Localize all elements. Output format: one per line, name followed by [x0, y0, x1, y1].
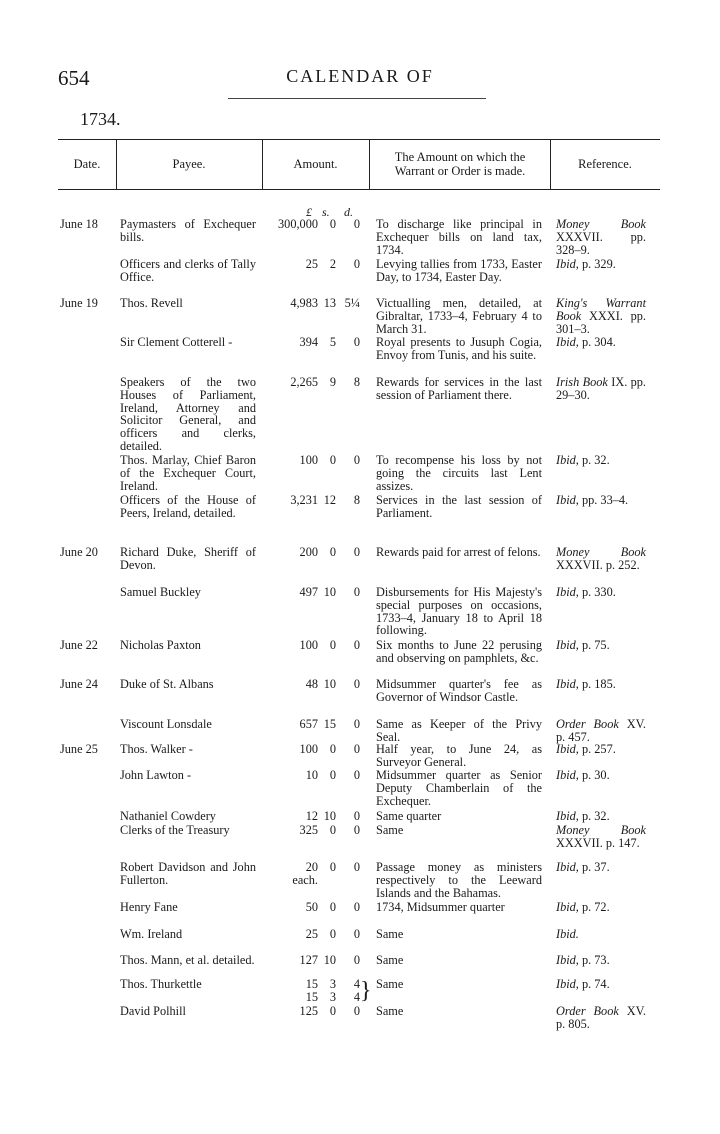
row-pounds: 10: [305, 768, 318, 782]
row-purpose: Midsummer quarter's fee as Governor of Windsor Castle.: [376, 677, 542, 704]
row-pence: 0: [353, 585, 360, 599]
row-pounds: 3,231: [290, 493, 318, 507]
row-pence: 0: [353, 677, 360, 691]
row-pence: 4: [353, 977, 360, 991]
row-pence: 0: [353, 953, 360, 967]
row-pounds: 127: [299, 953, 318, 967]
row-shillings: 0: [329, 927, 336, 941]
row-pence: 0: [353, 545, 360, 559]
reference-book: Ibid,: [556, 860, 579, 874]
reference-pages: IX. pp. 29–30.: [556, 375, 646, 402]
row-reference: [556, 978, 646, 991]
row-pounds: 394: [299, 335, 318, 349]
row-reference: [556, 376, 646, 402]
reference-pages: p. 72.: [581, 900, 610, 914]
row-reference: [556, 824, 646, 850]
row-shillings: 0: [329, 823, 336, 837]
row-reference: [556, 297, 646, 335]
reference-book: Ibid,: [556, 977, 579, 991]
row-pence: 0: [353, 809, 360, 823]
reference-pages: XXXI. pp. 301–3.: [556, 308, 646, 336]
reference-book: Money Book: [556, 545, 646, 559]
row-pence: 4: [353, 990, 360, 1004]
reference-pages: p. 257.: [581, 742, 616, 756]
row-payee: Nathaniel Cowdery: [120, 809, 216, 823]
reference-book: Ibid,: [556, 453, 579, 467]
row-shillings: 0: [329, 768, 336, 782]
row-payee: Henry Fane: [120, 900, 178, 914]
row-shillings: 15: [323, 717, 336, 731]
row-pounds: 20: [305, 860, 318, 874]
row-shillings: 10: [323, 809, 336, 823]
reference-book: Ibid,: [556, 677, 579, 691]
row-payee: Thos. Mann, et al. detailed.: [120, 953, 255, 967]
row-date: June 18: [60, 217, 98, 231]
row-pounds: 2,265: [290, 375, 318, 389]
unit-pounds: £: [306, 205, 312, 219]
reference-pages: p. 37.: [581, 860, 610, 874]
row-pounds: 15: [305, 977, 318, 991]
row-payee: Paymasters of Exchequer bills.: [120, 217, 256, 244]
row-shillings: 13: [323, 296, 336, 310]
reference-pages: p. 32.: [581, 453, 610, 467]
row-payee: John Lawton -: [120, 768, 192, 782]
row-purpose: Same: [376, 977, 404, 991]
reference-book: Ibid,: [556, 768, 579, 782]
row-reference: [556, 769, 646, 782]
reference-pages: p. 32.: [581, 809, 610, 823]
reference-pages: p. 30.: [581, 768, 610, 782]
row-pounds: 497: [299, 585, 318, 599]
row-pence: 8: [353, 375, 360, 389]
row-payee: Officers of the House of Peers, Ireland, detailed.: [120, 493, 256, 520]
row-reference: [556, 861, 646, 874]
row-pence: 0: [353, 860, 360, 874]
row-purpose: Passage money as ministers respectively to the Leeward Islands and the Bahamas.: [376, 860, 542, 900]
row-purpose: Same as Keeper of the Privy Seal.: [376, 717, 542, 744]
row-payee: Samuel Buckley: [120, 585, 201, 599]
reference-book: Ibid,: [556, 742, 579, 756]
row-shillings: 5: [329, 335, 336, 349]
row-pounds: 325: [299, 823, 318, 837]
row-shillings: 12: [323, 493, 336, 507]
row-pence: 0: [353, 742, 360, 756]
row-pence: 5¼: [344, 296, 360, 310]
row-date: June 22: [60, 638, 98, 652]
head-rule: [228, 98, 486, 99]
reference-pages: p. 74.: [581, 977, 610, 991]
reference-pages: p. 185.: [581, 677, 616, 691]
row-pence: 0: [353, 638, 360, 652]
row-shillings: 0: [329, 742, 336, 756]
row-date: June 24: [60, 677, 98, 691]
row-shillings: 0: [329, 1004, 336, 1018]
column-header-amount: Amount.: [293, 157, 338, 171]
row-pence: 0: [353, 823, 360, 837]
row-purpose: Victualling men, detailed, at Gibraltar, 1733–4, February 4 to March 31.: [376, 296, 542, 336]
row-payee: Thos. Revell: [120, 296, 183, 310]
unit-pence: d.: [344, 205, 353, 219]
row-reference: [556, 494, 646, 507]
row-shillings: 2: [329, 257, 336, 271]
row-pounds: 4,983: [290, 296, 318, 310]
row-reference: [556, 810, 646, 823]
row-purpose: Levying tallies from 1733, Easter Day, to 1734, Easter Day.: [376, 257, 542, 284]
row-pence: 0: [353, 768, 360, 782]
reference-pages: XXXVII. p. 147.: [556, 835, 640, 850]
row-reference: [556, 336, 646, 349]
row-shillings: 0: [329, 860, 336, 874]
reference-book: Ibid,: [556, 638, 579, 652]
row-payee: Duke of St. Albans: [120, 677, 214, 691]
reference-pages: XXXVII. pp. 328–9.: [556, 229, 646, 257]
reference-book: Ibid,: [556, 900, 579, 914]
row-payee: Wm. Ireland: [120, 927, 183, 941]
row-pounds: 100: [299, 453, 318, 467]
row-pence: 0: [353, 717, 360, 731]
row-pence: 8: [353, 493, 360, 507]
row-pence: 0: [353, 335, 360, 349]
row-pounds: 200: [299, 545, 318, 559]
reference-pages: p. 75.: [581, 638, 610, 652]
row-pounds: 25: [305, 927, 318, 941]
row-shillings: 9: [329, 375, 336, 389]
row-pounds: 300,000: [278, 217, 318, 231]
reference-pages: p. 330.: [581, 585, 616, 599]
reference-book: Ibid,: [556, 809, 579, 823]
row-reference: [556, 1005, 646, 1031]
reference-pages: XV. p. 805.: [556, 1004, 646, 1031]
row-shillings: 0: [329, 453, 336, 467]
row-each: each.: [292, 873, 318, 887]
row-pence: 0: [353, 453, 360, 467]
year-heading: 1734.: [80, 109, 121, 129]
row-payee: Sir Clement Cotterell -: [120, 335, 233, 349]
row-pence: 0: [353, 1004, 360, 1018]
column-divider: [369, 139, 370, 189]
row-pounds: 125: [299, 1004, 318, 1018]
row-purpose: Half year, to June 24, as Surveyor General.: [376, 742, 542, 769]
row-reference: [556, 718, 646, 744]
row-payee: Thos. Thurkettle: [120, 977, 202, 991]
row-shillings: 3: [329, 990, 336, 1004]
row-pounds: 15: [305, 990, 318, 1004]
row-pounds: 50: [305, 900, 318, 914]
reference-pages: pp. 33–4.: [581, 493, 629, 507]
row-purpose: Rewards for services in the last session of Parliament there.: [376, 375, 542, 402]
row-shillings: 0: [329, 900, 336, 914]
column-header-payee: Payee.: [172, 157, 206, 171]
row-reference: [556, 258, 646, 271]
row-reference: [556, 743, 646, 756]
reference-book: Money Book: [556, 217, 646, 231]
reference-book: Ibid,: [556, 257, 579, 271]
row-shillings: 3: [329, 977, 336, 991]
row-purpose: Disbursements for His Majesty's special purposes on occasions, 1733–4, January 18 to April 18 following.: [376, 585, 542, 638]
row-reference: [556, 678, 646, 691]
row-purpose: Same: [376, 1004, 404, 1018]
row-pounds: 48: [305, 677, 318, 691]
row-pounds: 12: [305, 809, 318, 823]
row-payee: Thos. Marlay, Chief Baron of the Exchequer Court, Ireland.: [120, 453, 256, 493]
row-purpose: To recompense his loss by not going the circuits last Lent assizes.: [376, 453, 542, 493]
row-purpose: Same: [376, 823, 404, 837]
reference-book: Ibid.: [556, 927, 579, 941]
reference-book: Money Book: [556, 823, 646, 837]
row-purpose: Same: [376, 927, 404, 941]
row-reference: [556, 586, 646, 599]
reference-pages: p. 304.: [581, 335, 616, 349]
row-purpose: Six months to June 22 perusing and observing on pamphlets, &c.: [376, 638, 542, 665]
row-date: June 19: [60, 296, 98, 310]
row-date: June 20: [60, 545, 98, 559]
reference-book: Irish Book: [556, 375, 608, 389]
row-purpose: Services in the last session of Parliament.: [376, 493, 542, 520]
row-shillings: 0: [329, 638, 336, 652]
row-shillings: 0: [329, 545, 336, 559]
reference-book: Order Book: [556, 717, 619, 731]
row-purpose: To discharge like principal in Exchequer bills on land tax, 1734.: [376, 217, 542, 257]
row-purpose: Midsummer quarter as Senior Deputy Chamberlain of the Exchequer.: [376, 768, 542, 808]
row-pounds: 657: [299, 717, 318, 731]
row-pence: 0: [353, 217, 360, 231]
column-header-date: Date.: [73, 157, 101, 171]
row-reference: [556, 218, 646, 256]
row-date: June 25: [60, 742, 98, 756]
row-pounds: 100: [299, 638, 318, 652]
row-purpose: Same: [376, 953, 404, 967]
reference-pages: XV. p. 457.: [556, 717, 646, 744]
row-shillings: 10: [323, 953, 336, 967]
table-header-rule: [58, 189, 660, 190]
running-head: CALENDAR OF: [286, 66, 434, 86]
reference-pages: p. 73.: [581, 953, 610, 967]
row-reference: [556, 546, 646, 572]
row-pence: 0: [353, 257, 360, 271]
row-payee: Thos. Walker -: [120, 742, 193, 756]
row-shillings: 10: [323, 677, 336, 691]
row-reference: [556, 639, 646, 652]
reference-book: Ibid,: [556, 335, 579, 349]
reference-book: Ibid,: [556, 585, 579, 599]
row-purpose: Same quarter: [376, 809, 442, 823]
row-payee: Officers and clerks of Tally Office.: [120, 257, 256, 284]
row-payee: Nicholas Paxton: [120, 638, 201, 652]
row-reference: [556, 954, 646, 967]
brace-icon: }: [360, 978, 372, 1004]
row-shillings: 10: [323, 585, 336, 599]
reference-book: King's Warrant Book: [556, 296, 646, 323]
row-pence: 0: [353, 900, 360, 914]
row-pence: 0: [353, 927, 360, 941]
reference-pages: p. 329.: [581, 257, 616, 271]
reference-book: Ibid,: [556, 953, 579, 967]
row-reference: [556, 928, 646, 941]
row-payee: Clerks of the Treasury: [120, 823, 230, 837]
row-payee: Speakers of the two Houses of Parliament, Ireland, Attorney and Solicitor General, and officers and clerks, detailed.: [120, 375, 256, 453]
page-number: 654: [58, 66, 90, 90]
row-payee: Robert Davidson and John Fullerton.: [120, 860, 256, 887]
unit-shillings: s.: [322, 205, 330, 219]
row-purpose: Rewards paid for arrest of felons.: [376, 545, 541, 559]
row-payee: Richard Duke, Sheriff of Devon.: [120, 545, 256, 572]
row-pounds: 25: [305, 257, 318, 271]
row-shillings: 0: [329, 217, 336, 231]
column-header-purpose: The Amount on which the Warrant or Order is made.: [394, 150, 526, 178]
row-payee: David Polhill: [120, 1004, 186, 1018]
row-purpose: 1734, Midsummer quarter: [376, 900, 505, 914]
reference-book: Order Book: [556, 1004, 619, 1018]
row-pounds: 100: [299, 742, 318, 756]
column-header-reference: Reference.: [578, 157, 632, 171]
row-reference: [556, 454, 646, 467]
row-purpose: Royal presents to Jusuph Cogia, Envoy from Tunis, and his suite.: [376, 335, 542, 362]
row-payee: Viscount Lonsdale: [120, 717, 212, 731]
reference-book: Ibid,: [556, 493, 579, 507]
reference-pages: XXXVII. p. 252.: [556, 557, 640, 572]
row-reference: [556, 901, 646, 914]
